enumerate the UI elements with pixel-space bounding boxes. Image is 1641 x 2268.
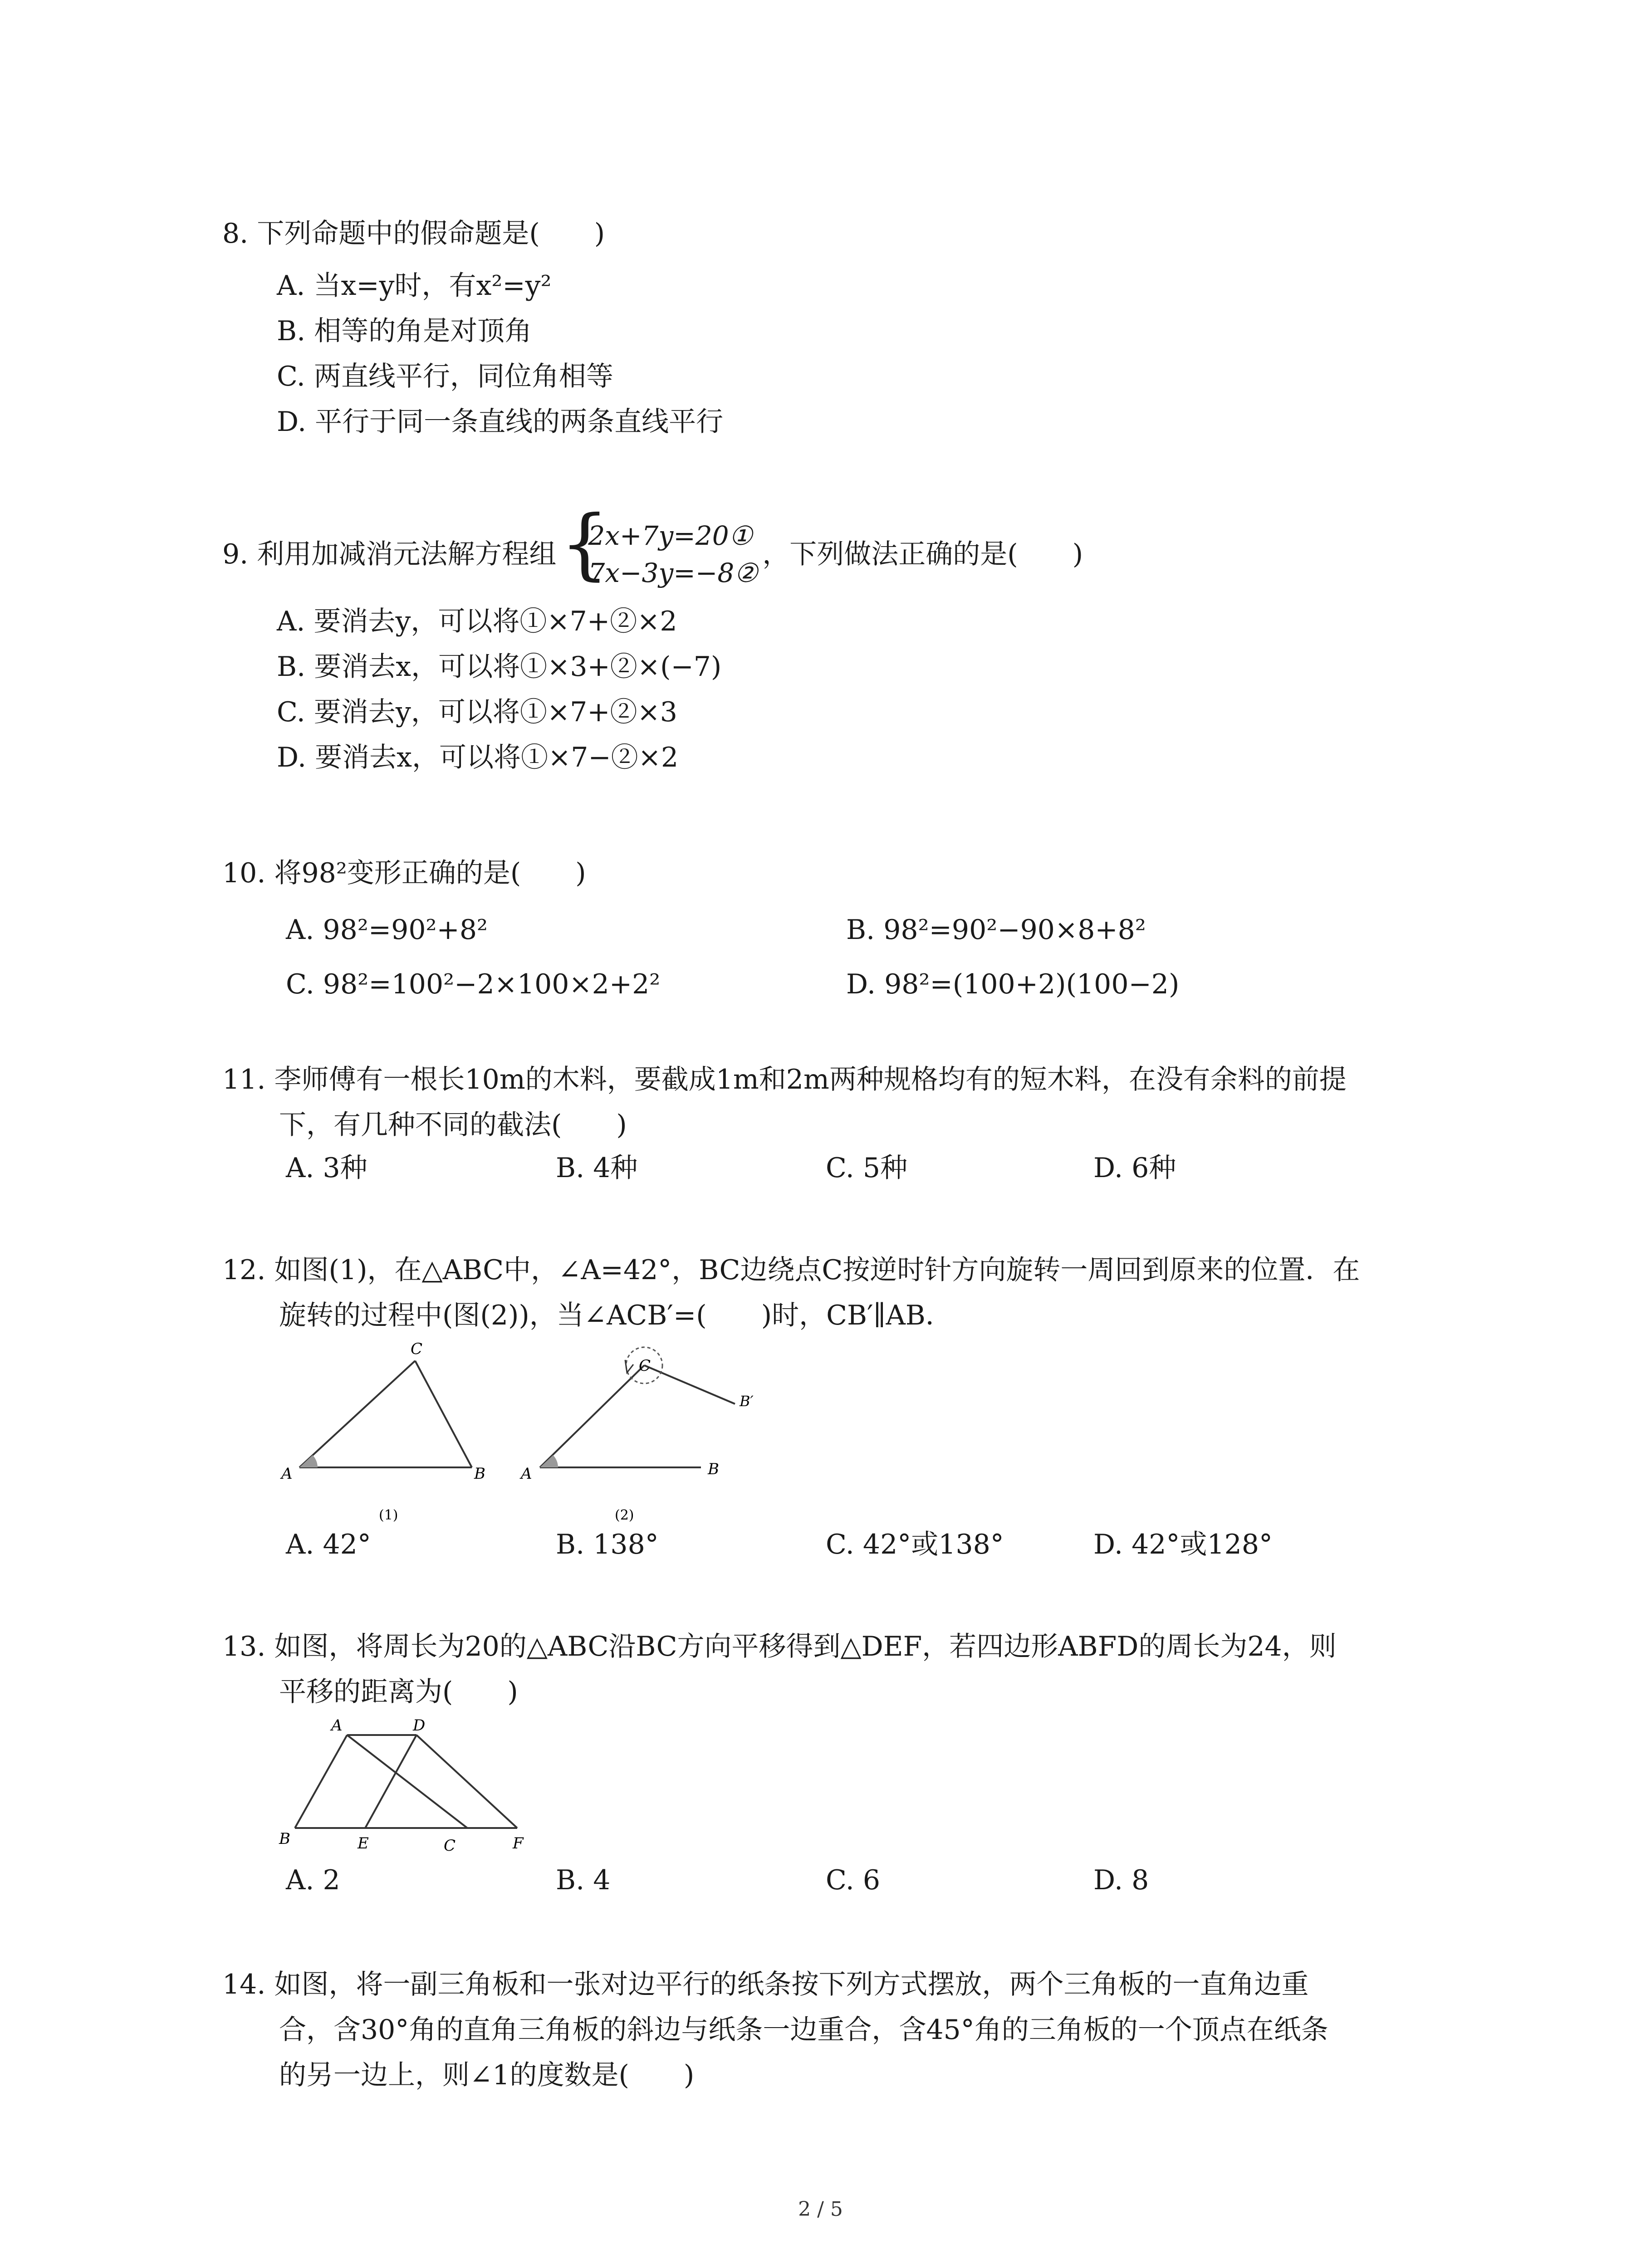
question-11-option-c: C. 5种 bbox=[826, 1152, 908, 1184]
equation-2: 7x−3y=−8② bbox=[588, 557, 758, 588]
option-text: 当x=y时，有x²=y² bbox=[314, 270, 552, 302]
option-text: 相等的角是对顶角 bbox=[314, 315, 532, 347]
question-10-option-a: A. 98²=90²+8² bbox=[286, 914, 488, 946]
option-text: 要消去y，可以将①×7+②×3 bbox=[314, 696, 677, 728]
option-text: 98²=(100+2)(100−2) bbox=[884, 968, 1180, 1000]
option-text: 98²=90²+8² bbox=[323, 914, 488, 946]
question-9-option-c: C. 要消去y，可以将①×7+②×3 bbox=[277, 696, 677, 728]
question-12-option-c: C. 42°或138° bbox=[826, 1529, 1004, 1560]
question-8-option-d: D. 平行于同一条直线的两条直线平行 bbox=[277, 406, 724, 438]
option-text: 42°或128° bbox=[1132, 1529, 1273, 1560]
question-14-stem-line-1: 14. 如图，将一副三角板和一张对边平行的纸条按下列方式摆放，两个三角板的一直角边重 bbox=[222, 1969, 1309, 2000]
question-11-option-d: D. 6种 bbox=[1093, 1152, 1176, 1184]
option-text: 2 bbox=[323, 1864, 340, 1896]
option-text: 5种 bbox=[862, 1152, 908, 1184]
question-9-option-d: D. 要消去x，可以将①×7−②×2 bbox=[277, 742, 679, 773]
option-text: 42° bbox=[323, 1529, 371, 1560]
equation-1: 2x+7y=20① bbox=[588, 520, 753, 551]
figure-1-label-a: A bbox=[281, 1465, 293, 1483]
question-11-option-b: B. 4种 bbox=[556, 1152, 638, 1184]
option-text: 4 bbox=[593, 1864, 611, 1896]
question-10 bbox=[222, 850, 1447, 896]
question-12-stem-line-2: 旋转的过程中(图(2))，当∠ACB′=( )时，CB′∥AB． bbox=[279, 1300, 953, 1331]
question-12-figure-1 bbox=[272, 1338, 508, 1529]
question-9-option-a: A. 要消去y，可以将①×7+②×2 bbox=[277, 606, 677, 637]
question-8-option-c: C. 两直线平行，同位角相等 bbox=[277, 361, 613, 392]
question-14 bbox=[222, 1962, 1447, 2098]
option-text: 98²=100²−2×100×2+2² bbox=[323, 968, 661, 1000]
question-13-stem-line-2: 平移的距离为( ) bbox=[279, 1676, 518, 1708]
option-text: 平行于同一条直线的两条直线平行 bbox=[315, 406, 724, 438]
option-text: 8 bbox=[1132, 1864, 1149, 1896]
page-number: 2 / 5 bbox=[798, 2198, 843, 2221]
figure-label-f: F bbox=[513, 1834, 524, 1853]
question-8-option-a: A. 当x=y时，有x²=y² bbox=[277, 270, 552, 302]
figure-label-a: A bbox=[331, 1719, 343, 1735]
question-11-stem-line-1: 11. 李师傅有一根长10m的木料，要截成1m和2m两种规格均有的短木料，在没有余料的前提 bbox=[222, 1064, 1347, 1095]
question-10-stem: 10. 将98²变形正确的是( ) bbox=[222, 857, 586, 889]
question-12-option-d: D. 42°或128° bbox=[1093, 1529, 1273, 1560]
figure-2-label-a: A bbox=[521, 1465, 532, 1483]
question-14-stem-line-3: 的另一边上，则∠1的度数是( ) bbox=[279, 2059, 695, 2091]
option-text: 要消去y，可以将①×7+②×2 bbox=[314, 606, 677, 637]
question-13-figure bbox=[272, 1719, 535, 1869]
question-11-stem-line-2: 下，有几种不同的截法( ) bbox=[279, 1109, 627, 1141]
option-text: 98²=90²−90×8+8² bbox=[883, 914, 1146, 946]
question-14-stem-line-2: 合，含30°角的直角三角板的斜边与纸条一边重合，含45°角的三角板的一个顶点在纸条 bbox=[279, 2014, 1328, 2046]
question-13-option-a: A. 2 bbox=[286, 1864, 340, 1896]
figure-2-label-b: B bbox=[708, 1460, 719, 1478]
figure-label-e: E bbox=[358, 1834, 369, 1853]
figure-label-c: C bbox=[444, 1837, 456, 1855]
figure-label-b: B bbox=[279, 1830, 290, 1848]
question-8-stem: 8. 下列命题中的假命题是( ) bbox=[222, 218, 605, 249]
question-12-option-a: A. 42° bbox=[286, 1529, 371, 1560]
question-11-option-a: A. 3种 bbox=[286, 1152, 367, 1184]
question-13-option-d: D. 8 bbox=[1093, 1864, 1149, 1896]
option-text: 42°或138° bbox=[862, 1529, 1004, 1560]
figure-2-label-b-prime: B′ bbox=[740, 1393, 754, 1410]
question-11 bbox=[222, 1057, 1447, 1148]
figure-2-caption: (2) bbox=[615, 1507, 634, 1523]
figure-2-label-c: C bbox=[639, 1357, 651, 1375]
figure-1-caption: (1) bbox=[379, 1507, 398, 1523]
question-13 bbox=[222, 1624, 1447, 1715]
question-8-option-b: B. 相等的角是对顶角 bbox=[277, 315, 532, 347]
option-text: 要消去x，可以将①×3+②×(−7) bbox=[314, 651, 722, 683]
question-12 bbox=[222, 1247, 1447, 1338]
question-13-stem-line-1: 13. 如图，将周长为20的△ABC沿BC方向平移得到△DEF，若四边形ABFD的周长为24，则 bbox=[222, 1631, 1337, 1662]
figure-1-label-b: B bbox=[474, 1465, 485, 1483]
question-9-option-b: B. 要消去x，可以将①×3+②×(−7) bbox=[277, 651, 722, 683]
question-12-option-b: B. 138° bbox=[556, 1529, 659, 1560]
equation-system bbox=[560, 499, 758, 596]
option-text: 4种 bbox=[593, 1152, 638, 1184]
option-text: 138° bbox=[593, 1529, 659, 1560]
question-10-option-d: D. 98²=(100+2)(100−2) bbox=[846, 968, 1180, 1000]
question-9 bbox=[222, 499, 1447, 596]
question-13-option-b: B. 4 bbox=[556, 1864, 611, 1896]
option-text: 3种 bbox=[323, 1152, 367, 1184]
question-10-option-b: B. 98²=90²−90×8+8² bbox=[846, 914, 1146, 946]
question-8 bbox=[222, 211, 1447, 256]
figure-label-d: D bbox=[413, 1719, 426, 1735]
option-text: 6 bbox=[862, 1864, 881, 1896]
option-text: 要消去x，可以将①×7−②×2 bbox=[315, 742, 679, 773]
left-brace-icon: { bbox=[560, 499, 609, 589]
question-13-option-c: C. 6 bbox=[826, 1864, 881, 1896]
question-10-option-c: C. 98²=100²−2×100×2+2² bbox=[286, 968, 661, 1000]
question-12-stem-line-1: 12. 如图(1)，在△ABC中，∠A=42°，BC边绕点C按逆时针方向旋转一周回到原来的位置．在 bbox=[222, 1254, 1360, 1286]
option-text: 两直线平行，同位角相等 bbox=[314, 361, 613, 392]
figure-1-label-c: C bbox=[411, 1340, 423, 1358]
question-12-figure-2 bbox=[513, 1329, 785, 1529]
question-9-stem: 9. 利用加减消元法解方程组 { 2x+7y=20① 7x−3y=−8② ，下列做法正确的是( ) bbox=[222, 517, 1447, 596]
option-text: 6种 bbox=[1132, 1152, 1176, 1184]
